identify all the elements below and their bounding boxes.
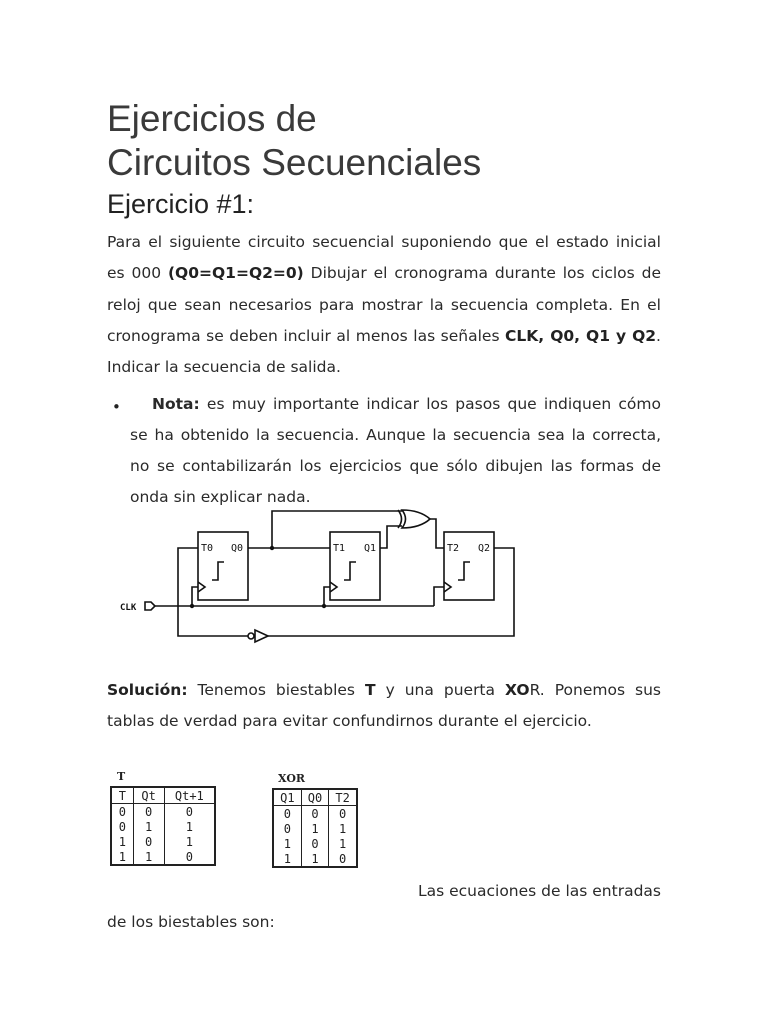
table-header: Q0 <box>301 789 329 806</box>
table-cell: 0 <box>329 806 357 822</box>
table-cell: 1 <box>118 834 126 849</box>
table-cell: 0 <box>329 851 357 867</box>
equations-paragraph <box>107 876 661 939</box>
table-header: T2 <box>329 789 357 806</box>
solution-bold-t: T <box>365 681 376 699</box>
solution-text-3: R. Ponemos sus tablas de verdad para evitar confundirnos durante el ejercicio. <box>107 681 661 731</box>
table-cell: 1 <box>283 836 291 851</box>
table-cell: 1 <box>283 851 291 866</box>
intro-bold-signals: CLK, Q0, Q1 y Q2 <box>505 326 657 345</box>
table-row <box>111 819 215 834</box>
table-cell: 1 <box>329 821 357 836</box>
ff0-q-label: Q0 <box>231 543 244 554</box>
intro-text-3: . Indicar la secuencia de salida. <box>107 326 661 377</box>
t-truth-table <box>110 786 216 866</box>
table-cell: 0 <box>164 849 215 865</box>
table-cell: 0 <box>118 819 126 834</box>
table-cell: 1 <box>301 851 329 867</box>
table-cell: 0 <box>164 804 215 820</box>
intro-bold-state: (Q0=Q1=Q2=0) <box>167 264 304 283</box>
table-cell: 1 <box>329 836 357 851</box>
ff2-q-label: Q2 <box>478 543 491 554</box>
table-cell: 0 <box>283 821 291 836</box>
xor-table-title: XOR <box>278 772 306 785</box>
solution-label: Solución: <box>107 681 188 699</box>
solution-bold-xor: XO <box>505 681 530 699</box>
intro-text-1: Para el siguiente circuito secuencial suponiendo que el estado inicial es 000 <box>107 233 661 283</box>
table-cell: 0 <box>133 834 164 849</box>
table-row <box>111 834 215 849</box>
intro-paragraph <box>107 227 661 383</box>
note-paragraph <box>130 389 661 513</box>
equations-line-1: Las ecuaciones de las entradas <box>417 882 661 900</box>
table-row <box>273 836 357 851</box>
table-row <box>273 851 357 867</box>
ff0-t-label: T0 <box>201 543 214 554</box>
circuit-diagram <box>112 504 522 644</box>
table-cell: 1 <box>133 849 164 865</box>
table-row <box>273 806 357 822</box>
page-title-line1: Ejercicios de <box>107 98 317 139</box>
exercise-heading: Ejercicio #1: <box>107 189 255 219</box>
table-cell: 1 <box>164 834 215 849</box>
equations-line-2: de los biestables son: <box>107 913 275 932</box>
solution-text-1: Tenemos biestables <box>187 681 365 699</box>
table-row <box>111 804 215 820</box>
table-header: Q1 <box>273 789 301 806</box>
ff2-t-label: T2 <box>447 543 460 554</box>
table-cell: 1 <box>133 819 164 834</box>
table-cell: 0 <box>118 804 126 819</box>
table-cell: 0 <box>301 806 329 822</box>
table-cell: 1 <box>301 821 329 836</box>
intro-text-2: Dibujar el cronograma durante los ciclos de reloj que sean necesarios para mostrar la secuencia completa. En el cronograma se deben incluir al menos las señales <box>107 264 661 345</box>
table-header: T <box>111 787 133 804</box>
clk-label: CLK <box>120 603 137 613</box>
table-row <box>273 821 357 836</box>
note-text: es muy importante indicar los pasos que indiquen cómo se ha obtenido la secuencia. Aunque la secuencia sea la correcta, no se contabilizarán los ejercicios que sólo dibujen las formas de onda sin explicar nada. <box>130 395 661 506</box>
table-cell: 1 <box>164 819 215 834</box>
table-cell: 0 <box>133 804 164 820</box>
table-cell: 0 <box>283 806 291 821</box>
ff1-q-label: Q1 <box>364 543 377 554</box>
note-label: Nota: <box>152 395 200 413</box>
t-table-title: T <box>117 770 126 783</box>
bullet: • <box>112 398 121 416</box>
ff1-t-label: T1 <box>333 543 346 554</box>
table-cell: 1 <box>118 849 126 864</box>
table-row <box>111 849 215 865</box>
page-title-line2: Circuitos Secuenciales <box>107 142 482 183</box>
xor-truth-table <box>272 788 358 868</box>
solution-text-2: y una puerta <box>375 681 506 699</box>
table-header: Qt+1 <box>164 787 215 804</box>
table-cell: 0 <box>301 836 329 851</box>
table-header: Qt <box>133 787 164 804</box>
solution-paragraph <box>107 675 661 738</box>
